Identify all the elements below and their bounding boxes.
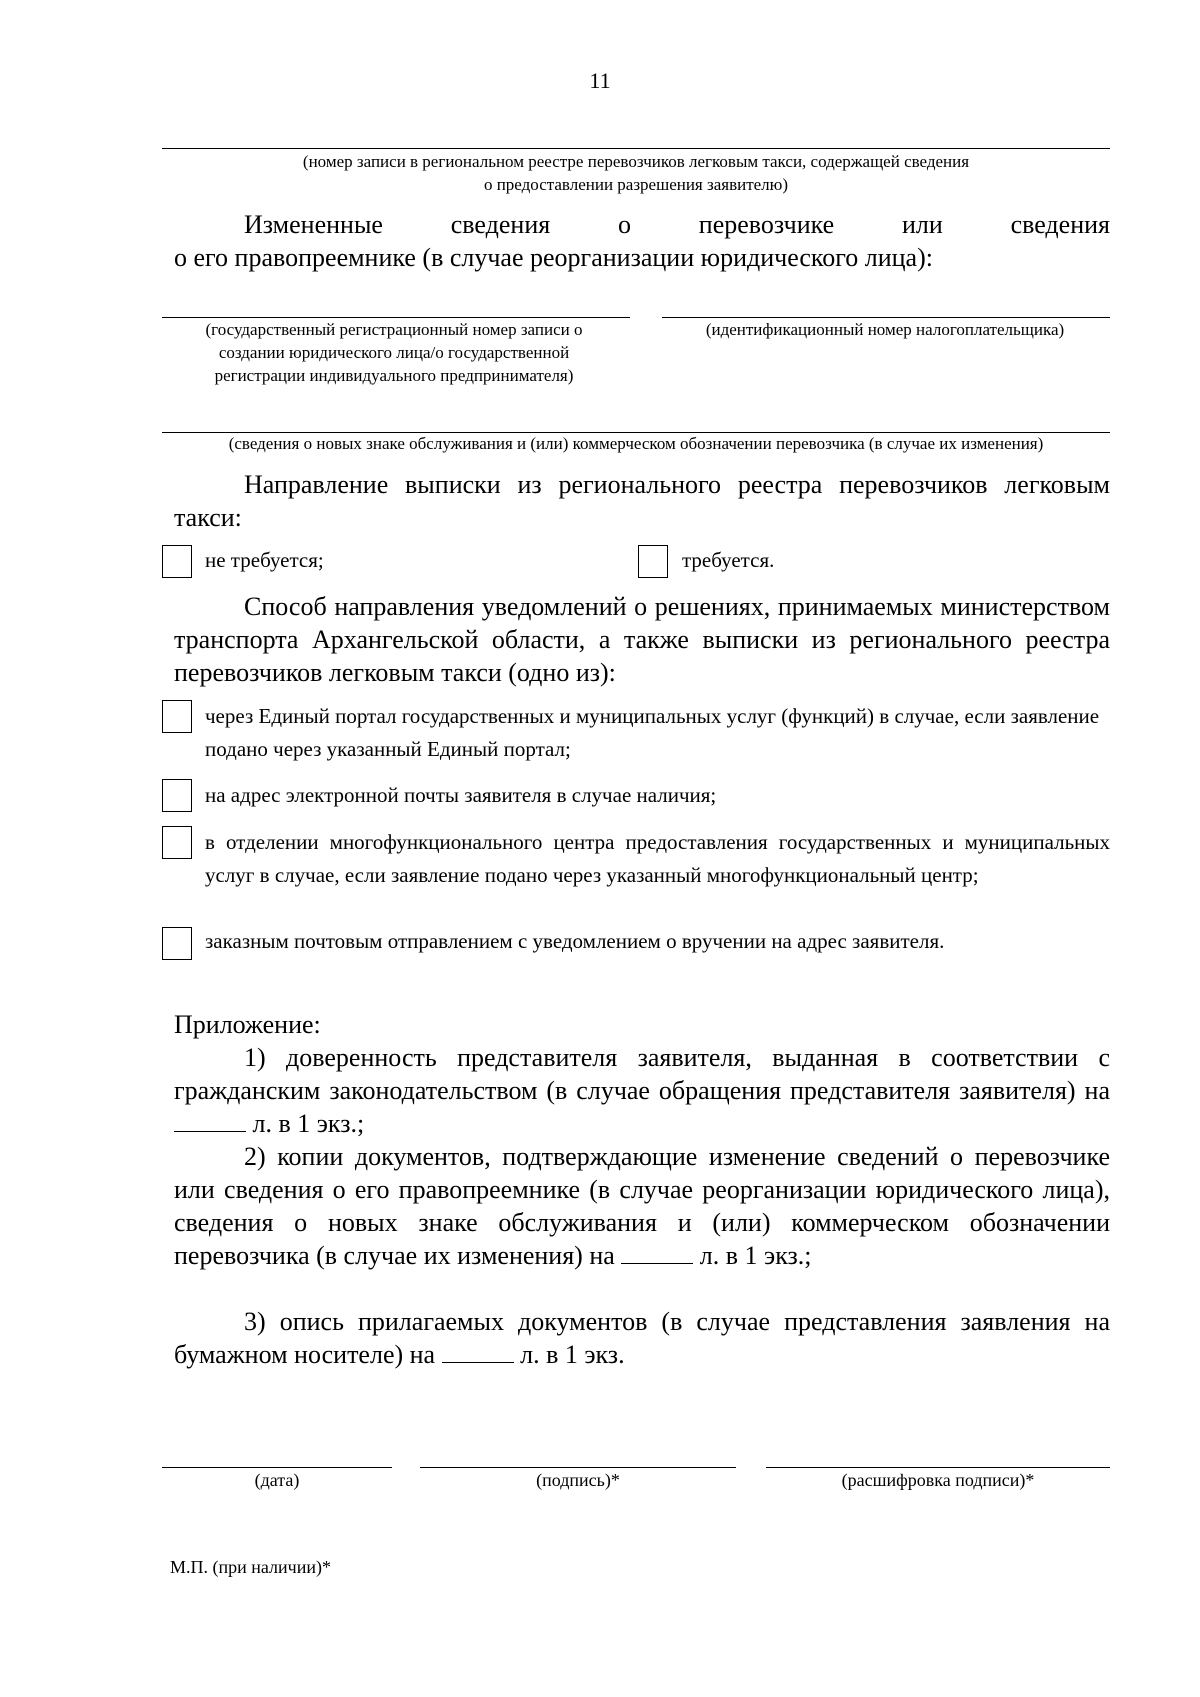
decoding-line[interactable]	[766, 1467, 1110, 1468]
registry-caption	[162, 150, 1110, 196]
portal-checkbox[interactable]	[162, 700, 192, 733]
appendix-item-2-tail: л. в 1 экз.;	[699, 1241, 812, 1270]
email-checkbox[interactable]	[162, 779, 192, 812]
changed-info-heading-line1: Измененные сведения о перевозчике или сведения	[244, 210, 1110, 239]
inn-caption: (идентификационный номер налогоплательщика)	[705, 320, 1065, 339]
decoding-caption: (расшифровка подписи)*	[841, 1470, 1035, 1490]
date-caption: (дата)	[254, 1470, 300, 1490]
date-line[interactable]	[162, 1467, 392, 1468]
registry-caption-line-1: (номер записи в региональном реестре перевозчиков легковым такси, содержащей сведения	[302, 152, 970, 171]
mail-checkbox[interactable]	[162, 927, 192, 960]
signature-line[interactable]	[420, 1467, 736, 1468]
appendix-item-3	[174, 1305, 1110, 1371]
not-required-checkbox[interactable]	[162, 545, 192, 578]
stamp-note: М.П. (при наличии)*	[170, 1557, 331, 1577]
required-label: требуется.	[682, 548, 775, 572]
email-option-label: на адрес электронной почты заявителя в случае наличия;	[205, 783, 717, 807]
service-mark-caption: (сведения о новых знаке обслуживания и (или) коммерческом обозначении перевозчика (в случае их изменения)	[228, 434, 1044, 453]
appendix-item-1-text: 1) доверенность представителя заявителя, выданная в соответствии с гражданским законодательством (в случае обращения представителя заявителя) на	[174, 1043, 1110, 1105]
appendix-item-2	[174, 1140, 1110, 1272]
appendix-item-2-text: 2) копии документов, подтверждающие изменение сведений о перевозчике или сведения о его правопреемнике (в случае реорганизации юридического лица), сведения о новых знаке обслуживания и (или) коммерческом обозначении перевозчика (в случае их изменения) на	[174, 1142, 1110, 1270]
registry-caption-line-2: о предоставлении разрешения заявителю)	[483, 175, 789, 194]
required-checkbox[interactable]	[638, 545, 668, 578]
pages-blank-3[interactable]	[442, 1342, 514, 1363]
portal-option-label: через Единый портал государственных и муниципальных услуг (функций) в случае, если заявление подано через указанный Единый портал;	[205, 704, 1100, 761]
appendix-item-3-text: 3) опись прилагаемых документов (в случае представления заявления на бумажном носителе) на	[174, 1307, 1110, 1369]
ogrn-caption: (государственный регистрационный номер записи о создании юридического лица/о государственной регистрации индивидуального предпринимателя)	[205, 320, 583, 385]
notification-heading: Способ направления уведомлений о решениях, принимаемых министерством транспорта Архангельской области, а также выписки из регионального реестра перевозчиков легковым такси (одно из):	[174, 592, 1110, 687]
mail-option-label: заказным почтовым отправлением с уведомлением о вручении на адрес заявителя.	[205, 929, 945, 953]
appendix-item-1	[174, 1041, 1110, 1140]
appendix-item-1-tail: л. в 1 экз.;	[252, 1109, 365, 1138]
pages-blank-2[interactable]	[621, 1243, 693, 1264]
mfc-option-label: в отделении многофункционального центра предоставления государственных и муниципальных услуг в случае, если заявление подано через указанный многофункциональный центр;	[205, 830, 1110, 887]
registry-number-line[interactable]	[162, 148, 1110, 149]
page-number: 11	[589, 68, 611, 93]
signature-caption: (подпись)*	[536, 1470, 620, 1490]
changed-info-heading-line2: о его правопреемнике (в случае реорганизации юридического лица):	[174, 243, 933, 272]
extract-heading: Направление выписки из регионального реестра перевозчиков легковым такси:	[174, 470, 1110, 532]
mfc-checkbox[interactable]	[162, 826, 192, 859]
appendix-item-3-tail: л. в 1 экз.	[520, 1340, 625, 1369]
appendix-title: Приложение:	[174, 1010, 321, 1039]
not-required-label: не требуется;	[205, 548, 324, 572]
pages-blank-1[interactable]	[174, 1111, 246, 1132]
